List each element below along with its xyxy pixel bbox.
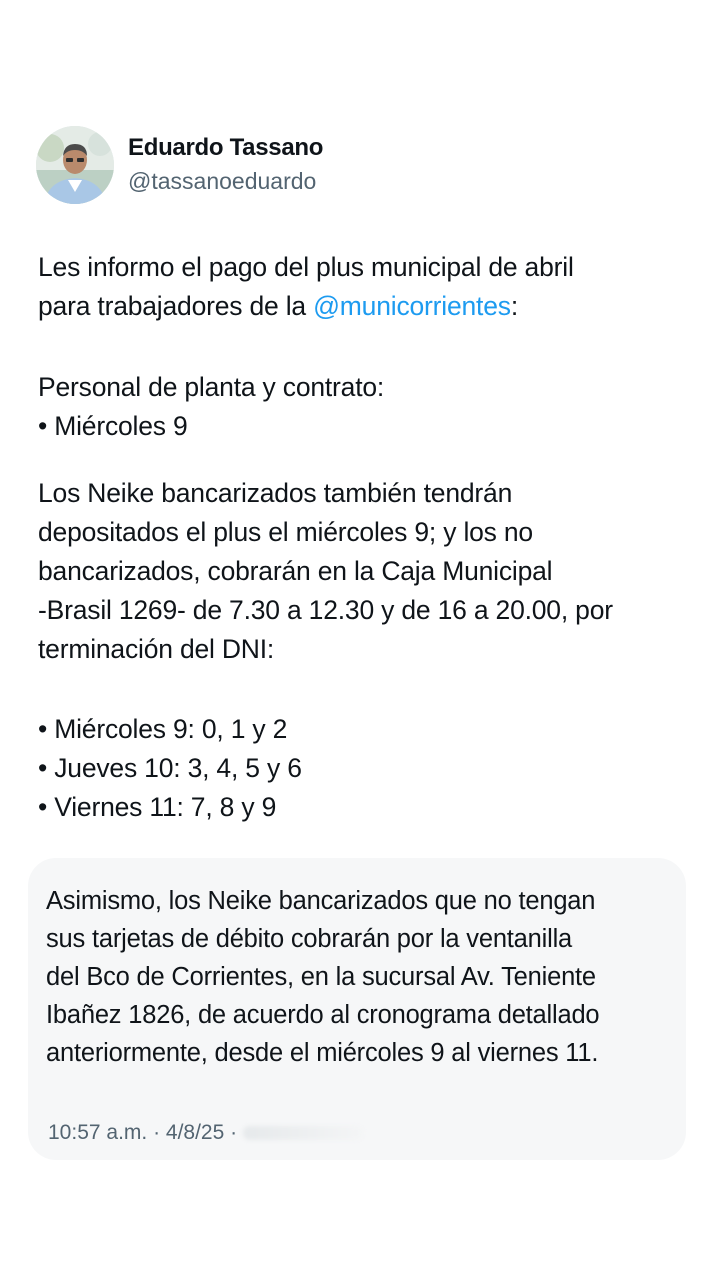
neike-line: bancarizados, cobrarán en la Caja Municipal [38, 556, 553, 586]
planta-heading: Personal de planta y contrato: [38, 372, 385, 402]
author-handle[interactable]: @tassanoeduardo [128, 168, 317, 194]
avatar-image [36, 126, 114, 204]
asimismo-line: Ibañez 1826, de acuerdo al cronograma detallado [46, 1001, 600, 1029]
post-intro-line: Les informo el pago del plus municipal de abril [38, 252, 574, 282]
meta-separator: · [224, 1121, 238, 1144]
mention-link[interactable]: @municorrientes [313, 291, 511, 321]
dni-schedule-item: • Jueves 10: 3, 4, 5 y 6 [38, 753, 302, 783]
post-metadata [48, 1121, 363, 1145]
post-planta [38, 368, 384, 446]
post-time[interactable]: 10:57 a.m. [48, 1121, 148, 1144]
avatar[interactable] [36, 126, 114, 204]
dni-schedule-item: • Miércoles 9: 0, 1 y 2 [38, 714, 288, 744]
post-text: : [510, 291, 518, 321]
neike-line: -Brasil 1269- de 7.30 a 12.30 y de 16 a 20.00, por [38, 595, 613, 625]
asimismo-line: del Bco de Corrientes, en la sucursal Av. Teniente [46, 963, 596, 991]
planta-item: • Miércoles 9 [38, 411, 188, 441]
asimismo-line: sus tarjetas de débito cobrarán por la ventanilla [46, 925, 573, 953]
dni-schedule-item: • Viernes 11: 7, 8 y 9 [38, 792, 277, 822]
neike-line: Los Neike bancarizados también tendrán [38, 478, 513, 508]
post-neike [38, 474, 613, 669]
neike-line: terminación del DNI: [38, 634, 275, 664]
asimismo-line: anteriormente, desde el miércoles 9 al viernes 11. [46, 1039, 599, 1067]
post-date[interactable]: 4/8/25 [165, 1121, 225, 1144]
post-intro [38, 248, 574, 326]
meta-separator: · [147, 1121, 166, 1144]
post-asimismo [46, 882, 599, 1072]
asimismo-line: Asimismo, los Neike bancarizados que no tengan [46, 887, 596, 915]
neike-line: depositados el plus el miércoles 9; y los no [38, 517, 533, 547]
author-name[interactable]: Eduardo Tassano [128, 134, 324, 161]
post-text: para trabajadores de la [38, 291, 314, 321]
blurred-view-count [243, 1126, 363, 1140]
post-intro-line [38, 287, 574, 326]
dni-schedule [38, 710, 302, 827]
